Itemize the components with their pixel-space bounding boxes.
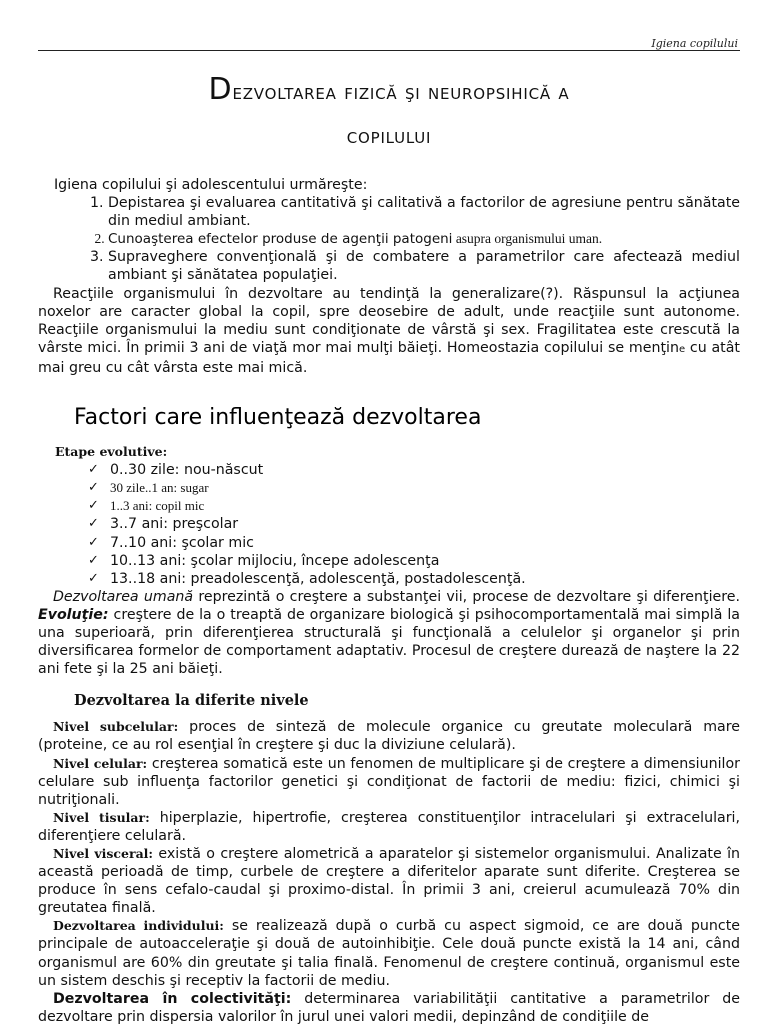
level-individual <box>38 917 740 989</box>
level-collective <box>38 990 740 1026</box>
dev-term: Dezvoltarea umană <box>53 588 194 605</box>
level-text: hiperplazie, hipertrofie, creşterea constituenţilor intracelulari şi extracelulari, diferenţiere celulară. <box>38 809 741 844</box>
checkmark-icon: ✓ <box>88 462 99 478</box>
level-text: există o creştere alometrică a aparatelor şi sistemelor organismului. Analizate în această perioadă de timp, curbele de creştere a diferitelor aparate sunt diferite. Creşterea se produce în sens cefalo-caudal şi proximo-distal. În primii 3 ani, creierul acumulează 70% din greutatea finală. <box>38 846 741 917</box>
stage-item: ✓ 7..10 ani: şcolar mic <box>88 534 254 551</box>
intro-item-2 <box>108 230 740 248</box>
title-initial: D <box>208 72 233 107</box>
level-visceral <box>38 845 740 917</box>
level-label: Nivel tisular: <box>53 809 150 825</box>
level-label: Dezvoltarea în colectivităţi: <box>53 990 292 1007</box>
title-line1: ezvoltarea fizică şi neuropsihică a <box>232 80 570 104</box>
dev-text-1: reprezintă o creştere a substanţei vii, procese de dezvoltare şi diferenţiere. <box>193 588 740 605</box>
intro-item-2-text: Cunoaşterea efectelor produse de agenţii patogeni <box>108 231 453 248</box>
section-heading: Factori care influenţează dezvoltarea <box>74 405 482 431</box>
levels-heading: Dezvoltarea la diferite nivele <box>74 692 309 710</box>
header-rule <box>38 50 740 51</box>
intro-paragraph-end: cu atât mai greu cu cât vârsta este mai mică. <box>38 339 740 376</box>
checkmark-icon: ✓ <box>88 480 99 496</box>
intro-item-2-tail: asupra organismului uman. <box>455 231 603 247</box>
intro-paragraph <box>38 285 740 377</box>
running-header: Igiena copilului <box>651 37 738 50</box>
checkmark-icon: ✓ <box>88 534 99 550</box>
dev-text-2: creştere de la o treaptă de organizare biologică şi psihocomportamentală mai simplă la una superioară, prin diferenţierea structurală şi funcţională a celulelor şi organelor şi prin diversificarea formelor de comportament adaptativ. Procesul de creştere durează de naştere la 22 ani fete şi la 25 ani băieţi. <box>38 606 740 678</box>
stages-label: Etape evolutive: <box>55 444 168 460</box>
intro-lead: Igiena copilului şi adolescentului urmăreşte: <box>54 177 368 193</box>
level-label: Nivel celular: <box>53 755 148 771</box>
development-paragraph <box>38 588 740 678</box>
stage-item: ✓ 13..18 ani: preadolescenţă, adolescenţă, postadolescenţă. <box>88 570 526 587</box>
intro-paragraph-text: Reacţiile organismului în dezvoltare au tendinţă la generalizare(?). Răspunsul la acţiunea noxelor are caracter global la copil, spre deosebire de adult, unde reacţiile sunt autonome. Reacţiile organismului la mediu sunt condiţionate de vârstă şi sex. Fragilitatea este crescută la vârste mici. În primii 3 ani de viaţă mor mai mulţi băieţi. Homeostazia copilului se menţin <box>38 285 740 356</box>
level-label: Nivel subcelular: <box>53 719 179 735</box>
title-line2: copilului <box>346 124 432 148</box>
intro-paragraph-small: e <box>678 343 686 355</box>
checkmark-icon: ✓ <box>88 570 99 586</box>
stages-list <box>38 461 740 588</box>
stage-item: ✓ 30 zile..1 an: sugar <box>88 479 740 497</box>
stage-item: ✓ 3..7 ani: preşcolar <box>88 516 239 533</box>
intro-list <box>38 194 740 284</box>
level-celular <box>38 755 740 809</box>
level-text: creşterea somatică este un fenomen de multiplicare şi de creştere a dimensiunilor celulare sub influenţa factorilor genetici şi condiţionat de factorii de mediu: fizici, chimici şi nutriţionali. <box>38 755 740 808</box>
checkmark-icon: ✓ <box>88 498 99 514</box>
level-text: determinarea variabilităţii cantitative a parametrilor de dezvoltare prin dispersia valorilor în jurul unei valori medii, depinzând de condiţiile de <box>38 990 741 1025</box>
stage-item: ✓ 10..13 ani: şcolar mijlociu, începe adolescenţa <box>88 552 440 569</box>
level-label: Dezvoltarea individului: <box>53 918 224 934</box>
level-tisular <box>38 809 740 845</box>
level-text: se realizează după o curbă cu aspect sigmoid, ce are două puncte principale de autoacceleraţie şi două de autoinhibiţie. Cele două puncte există la 14 ani, când organismul are 60% din greutate şi talia finală. Fenomenul de creştere continuă, organismul este un sistem deschis şi receptiv la factorii de mediu. <box>38 918 741 989</box>
intro-item-3: 3. Supraveghere convenţională şi de combatere a parametrilor care afectează mediul ambiant şi sănătatea populaţiei. <box>108 248 740 284</box>
evolution-term: Evoluţie: <box>38 606 109 623</box>
intro-item-1: 1. Depistarea şi evaluarea cantitativă şi calitativă a factorilor de agresiune pentru sănătate din mediul ambiant. <box>108 194 740 230</box>
checkmark-icon: ✓ <box>88 552 99 568</box>
stage-item: ✓ 1..3 ani: copil mic <box>88 497 740 515</box>
checkmark-icon: ✓ <box>88 516 99 532</box>
level-text: proces de sinteză de molecule organice cu greutate moleculară mare (proteine, ce au rol esenţial în creştere şi duc la diviziune celulară). <box>38 719 740 754</box>
page-title <box>40 68 738 158</box>
stage-item: ✓ 0..30 zile: nou-născut <box>88 462 264 479</box>
document-body <box>38 176 740 1026</box>
level-subcelular <box>38 718 740 754</box>
level-label: Nivel visceral: <box>53 846 154 861</box>
